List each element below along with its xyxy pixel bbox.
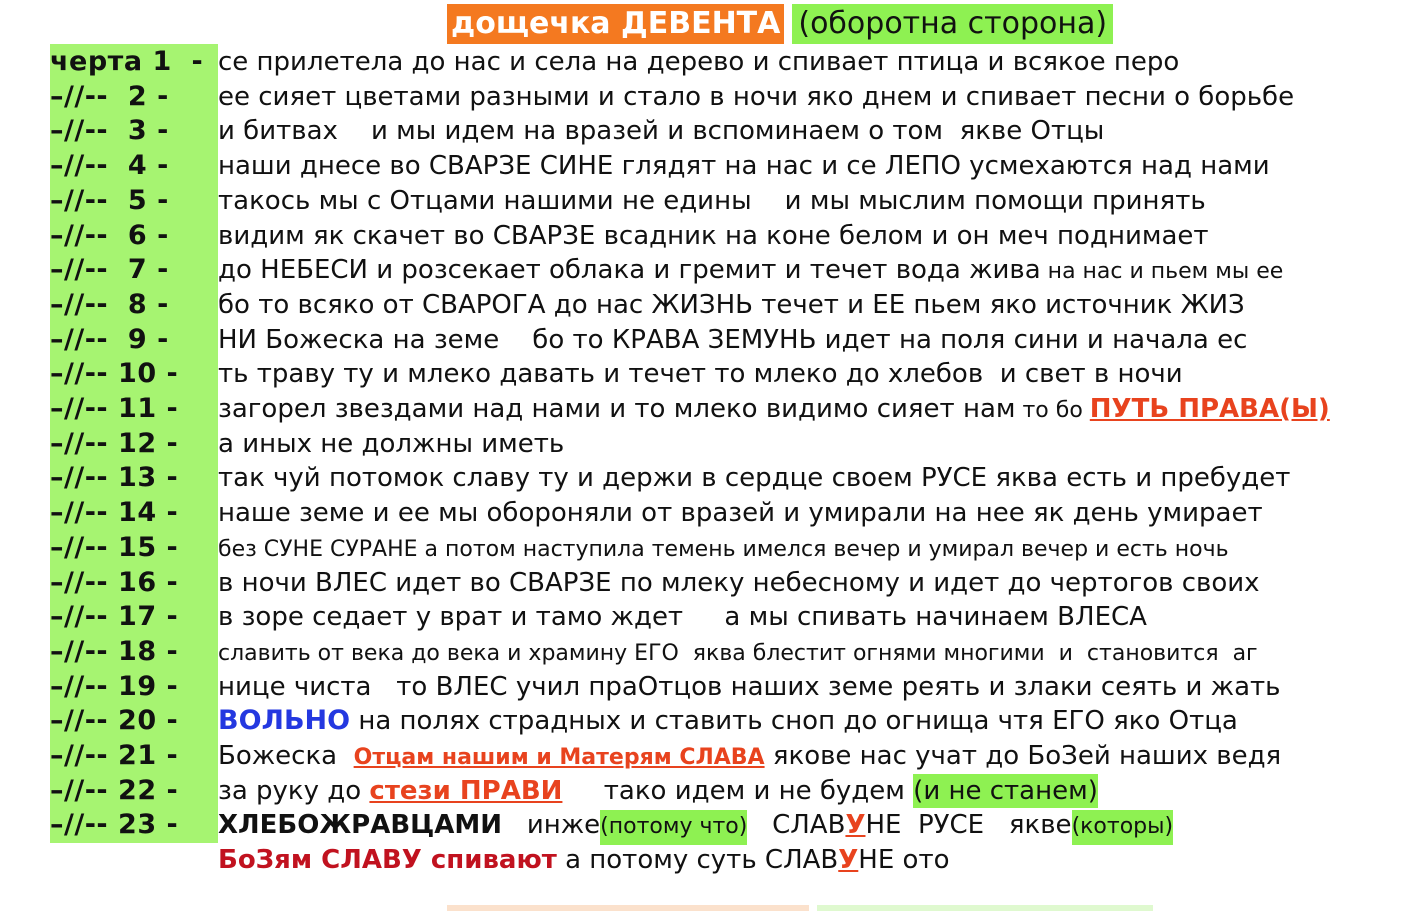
line-label: –//-- 20 - — [50, 705, 179, 737]
line-text-after: якове нас учат до БоЗей наших ведя — [764, 741, 1282, 771]
line-label: –//-- 16 - — [50, 566, 179, 598]
line-text: наши днесе во СВАРЗЕ СИНЕ глядят на нас и се ЛЕПО усмехаются над нами — [218, 151, 1270, 182]
line-label: –//-- 22 - — [50, 774, 179, 806]
line-text: ть траву ту и млеко давать и течет то млеко до хлебов и свет в ночи — [218, 359, 1183, 390]
text-line-23 — [50, 808, 1173, 843]
text-line-15 — [50, 531, 1229, 566]
text-line-8 — [50, 288, 1245, 323]
text-line-21 — [50, 739, 1281, 774]
line-bold-word: ХЛЕБОЖРАВЦАМИ — [218, 810, 503, 841]
text-line-22 — [50, 774, 1098, 809]
green-note: (и не станем) — [913, 774, 1098, 809]
line-label: черта 1 - — [50, 46, 204, 77]
line-label: –//-- 3 - — [50, 115, 169, 147]
highlight-link-stezi-pravi: стези ПРАВИ — [369, 775, 563, 806]
highlight-link-slava: Отцам нашим и Матерям СЛАВА — [353, 745, 765, 770]
highlight-volno: ВОЛЬНО — [218, 705, 351, 737]
line-text-small: без СУНЕ СУРАНЕ а потом наступила темень имелся вечер и умирал вечер и есть ночь — [218, 536, 1229, 562]
text-line-10 — [50, 357, 1183, 392]
text-line-14 — [50, 496, 1263, 531]
line-label: –//-- 4 - — [50, 150, 169, 182]
line-text: загорел звездами над нами и то млеко видимо сияет нам — [218, 394, 1016, 424]
dark-red-phrase: БоЗям СЛАВУ спивают — [218, 845, 557, 876]
highlight-link-put-prava: ПУТЬ ПРАВА(Ы) — [1089, 394, 1330, 424]
line-text: Божеска — [218, 741, 354, 771]
line-label: –//-- 6 - — [50, 219, 169, 251]
text-line-9 — [50, 323, 1247, 358]
line-text: видим як скачет во СВАРЗЕ всадник на коне белом и он меч поднимает — [218, 220, 1209, 251]
next-title-orange-edge — [447, 905, 809, 911]
line-label: –//-- 8 - — [50, 288, 169, 320]
line-text: так чуй потомок славу ту и держи в сердце своем РУСЕ яква есть и пребудет — [218, 463, 1291, 494]
text-line-17 — [50, 600, 1147, 635]
line-text: до НЕБЕСИ и розсекает облака и гремит и течет вода жива — [218, 255, 1041, 286]
line-label: –//-- 19 - — [50, 670, 179, 702]
line-label: –//-- 7 - — [50, 254, 169, 286]
line-text-after: НЕ ото — [858, 845, 950, 876]
line-text: НИ Божеска на земе бо то КРАВА ЗЕМУНЬ идет на поля сини и начала ес — [218, 324, 1248, 355]
line-text-mid: СЛАВ — [747, 810, 846, 841]
green-note-1: (потому что) — [600, 810, 747, 845]
document-title — [447, 4, 1113, 44]
line-label: –//-- 5 - — [50, 184, 169, 216]
text-line-4 — [50, 149, 1270, 184]
text-line-18 — [50, 635, 1258, 670]
line-text: а иных не должны иметь — [218, 428, 565, 459]
text-line-20 — [50, 704, 1238, 739]
line-label: –//-- 17 - — [50, 601, 179, 633]
line-label: –//-- 2 - — [50, 80, 169, 112]
line-text-small: то бо — [1015, 398, 1090, 423]
line-text-after: тако идем и не будем — [562, 775, 914, 806]
title-main: дощечка ДЕВЕНТА — [447, 4, 784, 44]
text-line-11 — [50, 392, 1330, 427]
line-text: нице чиста то ВЛЕС учил праОтцов наших земе реять и злаки сеять и жать — [218, 671, 1281, 702]
line-label: –//-- 18 - — [50, 635, 179, 667]
line-text: и битвах и мы идем на вразей и вспоминаем о том якве Отцы — [218, 116, 1105, 147]
line-text: бо то всяко от СВАРОГА до нас ЖИЗНЬ течет и ЕЕ пьем яко источник ЖИЗ — [218, 289, 1245, 320]
green-note-2: (которы) — [1072, 810, 1174, 845]
line-text: наше земе и ее мы обороняли от вразей и умирали на нее як день умирает — [218, 498, 1263, 529]
text-line-16 — [50, 566, 1260, 601]
line-text: инже — [502, 810, 601, 841]
line-label: –//-- 11 - — [50, 393, 179, 424]
text-line-19 — [50, 670, 1281, 705]
title-subtitle: (оборотна сторона) — [792, 4, 1113, 44]
line-text-mid2: НЕ РУСЕ якве — [865, 810, 1072, 841]
text-line-13 — [50, 461, 1290, 496]
text-line-7 — [50, 253, 1283, 288]
line-label: –//-- 12 - — [50, 427, 179, 459]
line-text: в зоре седает у врат и тамо ждет а мы спивать начинаем ВЛЕСА — [218, 602, 1147, 633]
line-label: –//-- 21 - — [50, 740, 179, 771]
text-line-6 — [50, 219, 1209, 254]
line-label: –//-- 15 - — [50, 531, 179, 563]
underlined-letter: У — [838, 845, 859, 876]
text-line-2 — [50, 80, 1294, 115]
text-line-1 — [50, 45, 1179, 80]
line-text: в ночи ВЛЕС идет во СВАРЗЕ по млеку небесному и идет до чертогов своих — [218, 567, 1260, 598]
next-title-green-edge — [817, 905, 1153, 911]
underlined-letter: У — [845, 810, 866, 841]
text-line-12 — [50, 427, 564, 462]
line-label: –//-- 14 - — [50, 497, 179, 529]
line-text: на полях страдных и ставить сноп до огнища чтя ЕГО яко Отца — [350, 706, 1238, 737]
line-text-small: славить от века до века и храмину ЕГО яква блестит огнями многими и становится аг — [218, 640, 1258, 666]
line-text: се прилетела до нас и села на дерево и спивает птица и всякое перо — [218, 47, 1180, 77]
next-page-title-edge — [447, 905, 1153, 911]
text-line-3 — [50, 114, 1104, 149]
text-line-24 — [50, 843, 950, 878]
line-text: за руку до — [218, 775, 370, 806]
line-label: –//-- 23 - — [50, 809, 179, 841]
line-label: –//-- 13 - — [50, 462, 179, 494]
line-label: –//-- 9 - — [50, 323, 169, 355]
line-label: –//-- 10 - — [50, 358, 179, 390]
line-text: такось мы с Отцами нашими не едины и мы мыслим помощи принять — [218, 185, 1206, 216]
line-text-small: на нас и пьем мы ее — [1040, 259, 1284, 285]
line-text: ее сияет цветами разными и стало в ночи яко днем и спивает песни о борьбе — [218, 81, 1295, 112]
text-line-5 — [50, 184, 1206, 219]
line-text: а потому суть СЛАВ — [556, 845, 839, 876]
